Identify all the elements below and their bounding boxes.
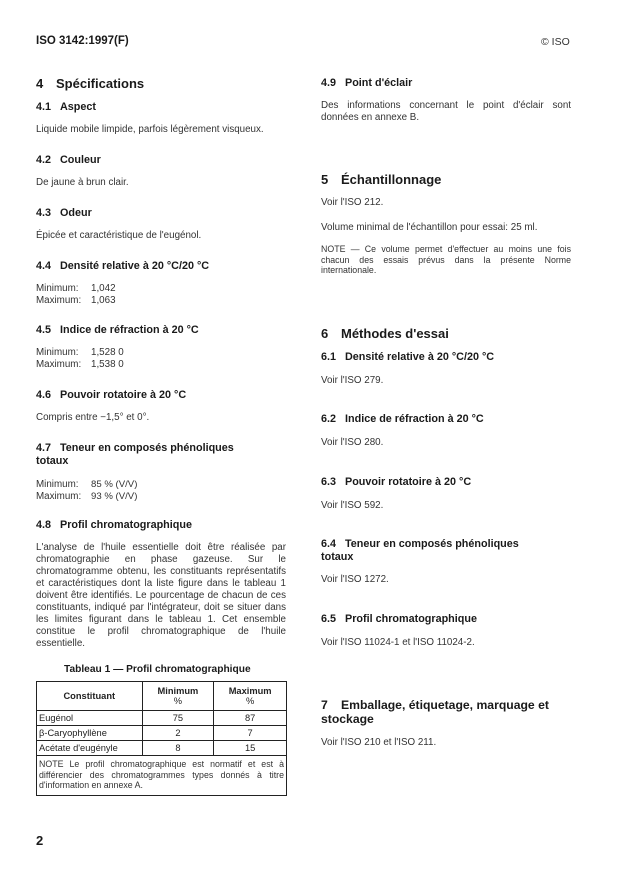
cell-constituant: Eugénol [37,711,143,726]
max-value: 1,538 0 [91,358,124,370]
section-title: Indice de réfraction à 20 °C [345,413,484,425]
section-4-7-values [36,479,137,502]
section-title: Profil chromatographique [345,613,477,625]
cell-minimum: 2 [142,726,214,741]
section-title-cont: totaux [36,455,69,467]
section-6-5-text: Voir l'ISO 11024-1 et l'ISO 11024-2. [321,637,475,648]
section-number: 6.1 [321,351,337,363]
section-title: Teneur en composés phénoliques [345,538,519,550]
section-5-note: NOTE — Ce volume permet d'effectuer au moins une fois chacun des essais prévus dans la présente Norme internationale. [321,244,571,275]
section-6-1-text: Voir l'ISO 279. [321,375,384,386]
max-value: 1,063 [91,294,116,306]
section-number: 4.1 [36,101,52,113]
copyright-mark: © ISO [541,36,570,48]
section-number: 4.7 [36,442,52,454]
section-4-8-text: L'analyse de l'huile essentielle doit être réalisée par chromatographie en phase gazeuse. Sur le chromatogramme obtenu, les constituants représentatifs et caractéristiques dont la liste figure dans le tableau 1 doivent être identifiés. Le pourcentage de chacun de ces constituants, indiqué par l'intégrateur, doit se situer dans les limites figurant dans le tableau 1. Cet ensemble constitue le profil chromatographique de l'huile essentielle. [36,542,286,649]
section-title-cont: stockage [321,712,374,726]
section-number: 4.2 [36,154,52,166]
section-4-6-heading [36,389,186,402]
section-4-6-text: Compris entre −1,5° et 0°. [36,412,150,423]
table-1 [36,681,287,796]
section-title: Pouvoir rotatoire à 20 °C [345,476,472,488]
section-4-2-heading [36,154,101,167]
cell-constituant: β-Caryophyllène [37,726,143,741]
column-header-label: Minimum [157,685,199,696]
column-header-maximum [214,682,287,711]
section-4-3-text: Épicée et caractéristique de l'eugénol. [36,230,202,241]
section-6-4-heading [321,538,519,564]
cell-minimum: 75 [142,711,214,726]
section-number: 4.6 [36,389,52,401]
section-number: 4.5 [36,324,52,336]
section-4-5-values [36,347,124,370]
section-4-2-text: De jaune à brun clair. [36,177,129,188]
cell-maximum: 15 [214,741,287,756]
min-label: Minimum: [36,479,79,490]
table-row [37,741,287,756]
section-number: 4.3 [36,207,52,219]
section-title: Densité relative à 20 °C/20 °C [60,260,210,272]
section-title: Couleur [60,154,101,166]
section-number: 6.3 [321,476,337,488]
section-4-9-heading [321,77,412,90]
section-number: 4.9 [321,77,337,89]
max-label: Maximum: [36,490,82,502]
section-number: 4 [36,76,44,91]
section-6-2-text: Voir l'ISO 280. [321,437,384,448]
column-header-constituant: Constituant [37,682,143,711]
section-4-4-values [36,283,116,306]
unit-label: % [173,696,183,706]
section-number: 4.8 [36,519,52,531]
section-4-3-heading [36,207,92,220]
section-number: 5 [321,172,329,187]
max-label: Maximum: [36,358,82,370]
section-title-cont: totaux [321,551,354,563]
section-6-2-heading [321,413,484,426]
section-title: Échantillonnage [341,172,442,187]
section-title: Odeur [60,207,92,219]
section-4-9-text: Des informations concernant le point d'éclair sont données en annexe B. [321,100,571,123]
section-title: Point d'éclair [345,77,413,89]
section-6-5-heading [321,613,477,626]
section-4-1-text: Liquide mobile limpide, parfois légèrement visqueux. [36,124,264,135]
section-6-heading [321,326,449,341]
table-row [37,726,287,741]
section-4-4-heading [36,260,209,273]
section-7-heading [321,698,581,726]
section-number: 6.2 [321,413,337,425]
document-standard-id: ISO 3142:1997(F) [36,35,129,47]
section-5-text-2: Volume minimal de l'échantillon pour essai: 25 ml. [321,222,538,233]
section-6-3-text: Voir l'ISO 592. [321,500,384,511]
section-number: 6 [321,326,329,341]
column-header-label: Maximum [228,685,272,696]
section-4-heading [36,76,144,91]
section-5-heading [321,172,441,187]
cell-maximum: 7 [214,726,287,741]
max-label: Maximum: [36,294,82,306]
section-4-7-heading [36,442,234,468]
section-6-3-heading [321,476,471,489]
section-title: Méthodes d'essai [341,326,449,341]
section-6-1-heading [321,351,494,364]
section-title: Aspect [60,101,97,113]
table-row [37,711,287,726]
min-label: Minimum: [36,347,79,358]
min-value: 1,042 [91,283,116,294]
min-value: 1,528 0 [91,347,124,358]
table-1-note: NOTE Le profil chromatographique est normatif et est à différencier des chromatogrammes types donnés à titre d'information en annexe A. [37,756,287,796]
section-6-4-text: Voir l'ISO 1272. [321,574,389,585]
section-number: 4.4 [36,260,52,272]
unit-label: % [245,696,255,706]
section-7-text: Voir l'ISO 210 et l'ISO 211. [321,737,437,748]
table-1-caption: Tableau 1 — Profil chromatographique [64,664,251,675]
min-value: 85 % (V/V) [91,479,138,490]
section-4-8-heading [36,519,192,532]
section-title: Profil chromatographique [60,519,192,531]
section-title: Emballage, étiquetage, marquage et [341,698,549,712]
cell-constituant: Acétate d'eugényle [37,741,143,756]
min-label: Minimum: [36,283,79,294]
page-number: 2 [36,833,44,848]
column-header-minimum [142,682,214,711]
section-title: Densité relative à 20 °C/20 °C [345,351,495,363]
section-5-text-1: Voir l'ISO 212. [321,197,384,208]
section-title: Teneur en composés phénoliques [60,442,234,454]
section-4-5-heading [36,324,199,337]
max-value: 93 % (V/V) [91,490,138,502]
section-4-1-heading [36,101,96,114]
section-number: 6.5 [321,613,337,625]
section-number: 7 [321,698,328,712]
cell-maximum: 87 [214,711,287,726]
section-title: Spécifications [56,76,145,91]
cell-minimum: 8 [142,741,214,756]
section-title: Pouvoir rotatoire à 20 °C [60,389,187,401]
section-number: 6.4 [321,538,337,550]
section-title: Indice de réfraction à 20 °C [60,324,199,336]
